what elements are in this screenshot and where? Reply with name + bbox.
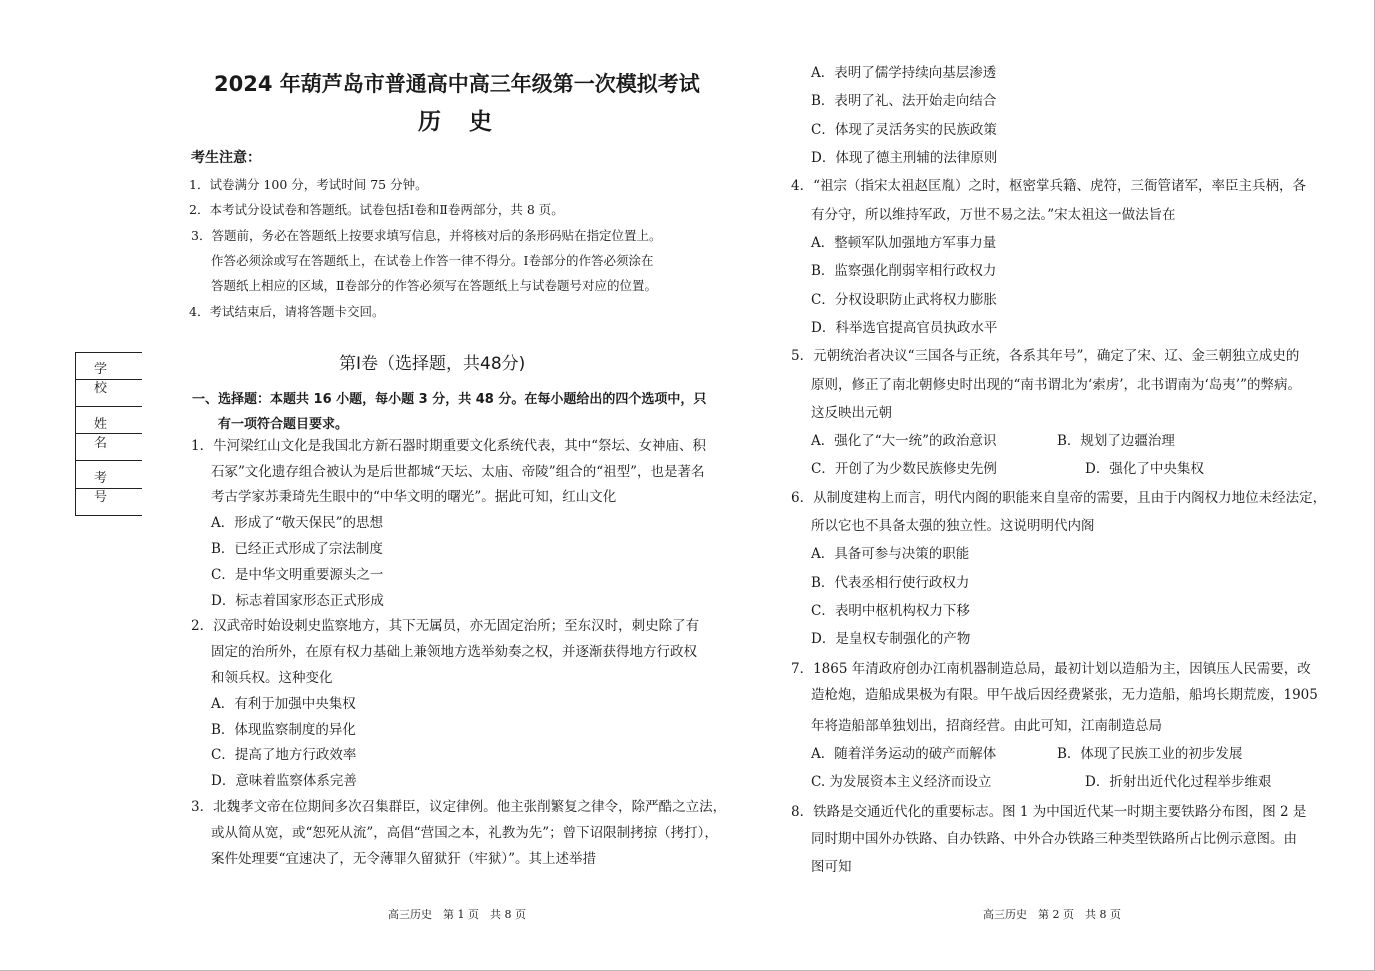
q2-option[interactable]: B．体现监察制度的异化	[211, 722, 356, 738]
q7-stem: 造枪炮，造船成果极为有限。甲午战后因经费紧张，无力造船，船坞长期荒废，1905	[811, 687, 1318, 703]
subject-title: 历 史	[418, 109, 503, 135]
notice-item: 作答必须涂或写在答题纸上，在试卷上作答一律不得分。Ⅰ卷部分的作答必须涂在	[211, 253, 654, 268]
q6-stem: 所以它也不具备太强的独立性。这说明明代内阁	[811, 518, 1095, 534]
q5-stem: 原则，修正了南北朝修史时出现的“南书谓北为‘索虏’，北书谓南为‘岛夷’”的弊病。	[811, 377, 1301, 393]
q2-option[interactable]: A．有利于加强中央集权	[211, 696, 356, 712]
page-footer-right: 高三历史 第 2 页 共 8 页	[983, 908, 1121, 921]
school-label: 学 校	[94, 362, 116, 396]
q7-option[interactable]: A．随着洋务运动的破产而解体	[811, 746, 997, 762]
notice-item: 答题纸上相应的区域，Ⅱ卷部分的作答必须写在答题纸上与试卷题号对应的位置。	[211, 278, 657, 293]
q4-option[interactable]: C．分权设职防止武将权力膨胀	[811, 292, 997, 308]
q1-stem: 考古学家苏秉琦先生眼中的“中华文明的曙光”。据此可知，红山文化	[211, 489, 617, 505]
notice-item: 1．试卷满分 100 分，考试时间 75 分钟。	[189, 177, 428, 192]
q7-stem: 年将造船部单独划出，招商经营。由此可知，江南制造总局	[811, 718, 1162, 734]
notice-heading: 考生注意：	[191, 150, 261, 166]
q4-option[interactable]: D．科举选官提高官员执政水平	[811, 320, 998, 336]
notice-item: 4．考试结束后，请将答题卡交回。	[189, 304, 385, 319]
q6-option[interactable]: A．具备可参与决策的职能	[811, 546, 970, 562]
q3-option[interactable]: B．表明了礼、法开始走向结合	[811, 93, 997, 109]
q4-stem: 4．“祖宗（指宋太祖赵匡胤）之时，枢密掌兵籍、虎符，三衙管诸军，率臣主兵柄，各	[791, 178, 1306, 194]
page-footer-left: 高三历史 第 1 页 共 8 页	[388, 908, 526, 921]
q6-stem: 6．从制度建构上而言，明代内阁的职能来自皇帝的需要，且由于内阁权力地位未经法定，	[791, 490, 1327, 506]
q5-stem: 这反映出元朝	[811, 405, 892, 421]
exam-id-label: 考 号	[94, 471, 116, 505]
q4-stem: 有分守，所以维持军政，万世不易之法。”宋太祖这一做法旨在	[811, 207, 1176, 223]
q7-option[interactable]: C. 为发展资本主义经济而设立	[811, 774, 992, 790]
q2-option[interactable]: D．意味着监察体系完善	[211, 773, 357, 789]
notice-item: 2．本考试分设试卷和答题纸。试卷包括Ⅰ卷和Ⅱ卷两部分，共 8 页。	[189, 202, 564, 217]
q4-option[interactable]: B．监察强化削弱宰相行政权力	[811, 263, 997, 279]
section-instruction: 一、选择题：本题共 16 小题，每小题 3 分，共 48 分。在每小题给出的四个选项中，只	[192, 392, 707, 407]
q2-stem: 2．汉武帝时始设刺史监察地方，其下无属员，亦无固定治所；至东汉时，刺史除了有	[191, 618, 700, 634]
q8-stem: 图可知	[811, 859, 852, 875]
q2-stem: 固定的治所外，在原有权力基础上兼领地方选举劾奏之权，并逐渐获得地方行政权	[211, 644, 697, 660]
q1-option[interactable]: B．已经正式形成了宗法制度	[211, 541, 383, 557]
exam-title: 2024 年葫芦岛市普通高中高三年级第一次模拟考试	[214, 72, 700, 96]
q5-stem: 5．元朝统治者决议“三国各与正统，各系其年号”，确定了宋、辽、金三朝独立成史的	[791, 348, 1300, 364]
q1-stem: 石冢”文化遗存组合被认为是后世都城“天坛、太庙、帝陵”组合的“祖型”，也是著名	[211, 464, 705, 480]
q1-option[interactable]: C．是中华文明重要源头之一	[211, 567, 384, 583]
binding-line	[76, 352, 142, 353]
q6-option[interactable]: D．是皇权专制强化的产物	[811, 631, 971, 647]
q2-stem: 和领兵权。这种变化	[211, 670, 333, 686]
q3-stem: 案件处理要“宜速决了，无令薄罪久留狱犴（牢狱）”。其上述举措	[211, 851, 597, 867]
section-title: 第Ⅰ卷（选择题，共48分)	[339, 354, 526, 374]
q1-option[interactable]: D．标志着国家形态正式形成	[211, 593, 384, 609]
name-label: 姓 名	[94, 417, 116, 451]
binding-line	[76, 406, 142, 407]
binding-line	[76, 460, 142, 461]
q6-option[interactable]: B．代表丞相行使行政权力	[811, 575, 970, 591]
q5-option[interactable]: B．规划了边疆治理	[1057, 433, 1175, 449]
q2-option[interactable]: C．提高了地方行政效率	[211, 747, 357, 763]
q7-option[interactable]: D．折射出近代化过程举步维艰	[1085, 774, 1272, 790]
q7-option[interactable]: B．体现了民族工业的初步发展	[1057, 746, 1243, 762]
q3-option[interactable]: D．体现了德主刑辅的法律原则	[811, 150, 998, 166]
q5-option[interactable]: C．开创了为少数民族修史先例	[811, 461, 997, 477]
q3-stem: 3．北魏孝文帝在位期间多次召集群臣，议定律例。他主张削繁复之律令，除严酷之立法，	[191, 799, 727, 815]
q5-option[interactable]: D．强化了中央集权	[1085, 461, 1204, 477]
binding-strip	[75, 352, 142, 516]
q5-option[interactable]: A．强化了“大一统”的政治意识	[811, 433, 997, 449]
q1-option[interactable]: A．形成了“敬天保民”的思想	[211, 515, 384, 531]
binding-line	[76, 515, 142, 516]
notice-item: 3．答题前，务必在答题纸上按要求填写信息，并将核对后的条形码贴在指定位置上。	[191, 228, 662, 243]
q4-option[interactable]: A．整顿军队加强地方军事力量	[811, 235, 997, 251]
q8-stem: 同时期中国外办铁路、自办铁路、中外合办铁路三种类型铁路所占比例示意图。由	[811, 831, 1297, 847]
q8-stem: 8．铁路是交通近代化的重要标志。图 1 为中国近代某一时期主要铁路分布图，图 2 是	[791, 804, 1307, 820]
q1-stem: 1．牛河梁红山文化是我国北方新石器时期重要文化系统代表，其中“祭坛、女神庙、积	[191, 438, 706, 454]
section-instruction: 有一项符合题目要求。	[218, 417, 349, 432]
q3-option[interactable]: C．体现了灵活务实的民族政策	[811, 122, 997, 138]
q6-option[interactable]: C．表明中枢机构权力下移	[811, 603, 970, 619]
q7-stem: 7．1865 年清政府创办江南机器制造总局，最初计划以造船为主，因镇压人民需要，改	[791, 661, 1311, 677]
q3-option[interactable]: A．表明了儒学持续向基层渗透	[811, 65, 997, 81]
q3-stem: 或从简从宽，或“恕死从流”，高倡“营国之本，礼教为先”；曾下诏限制拷掠（拷打），	[211, 825, 718, 841]
